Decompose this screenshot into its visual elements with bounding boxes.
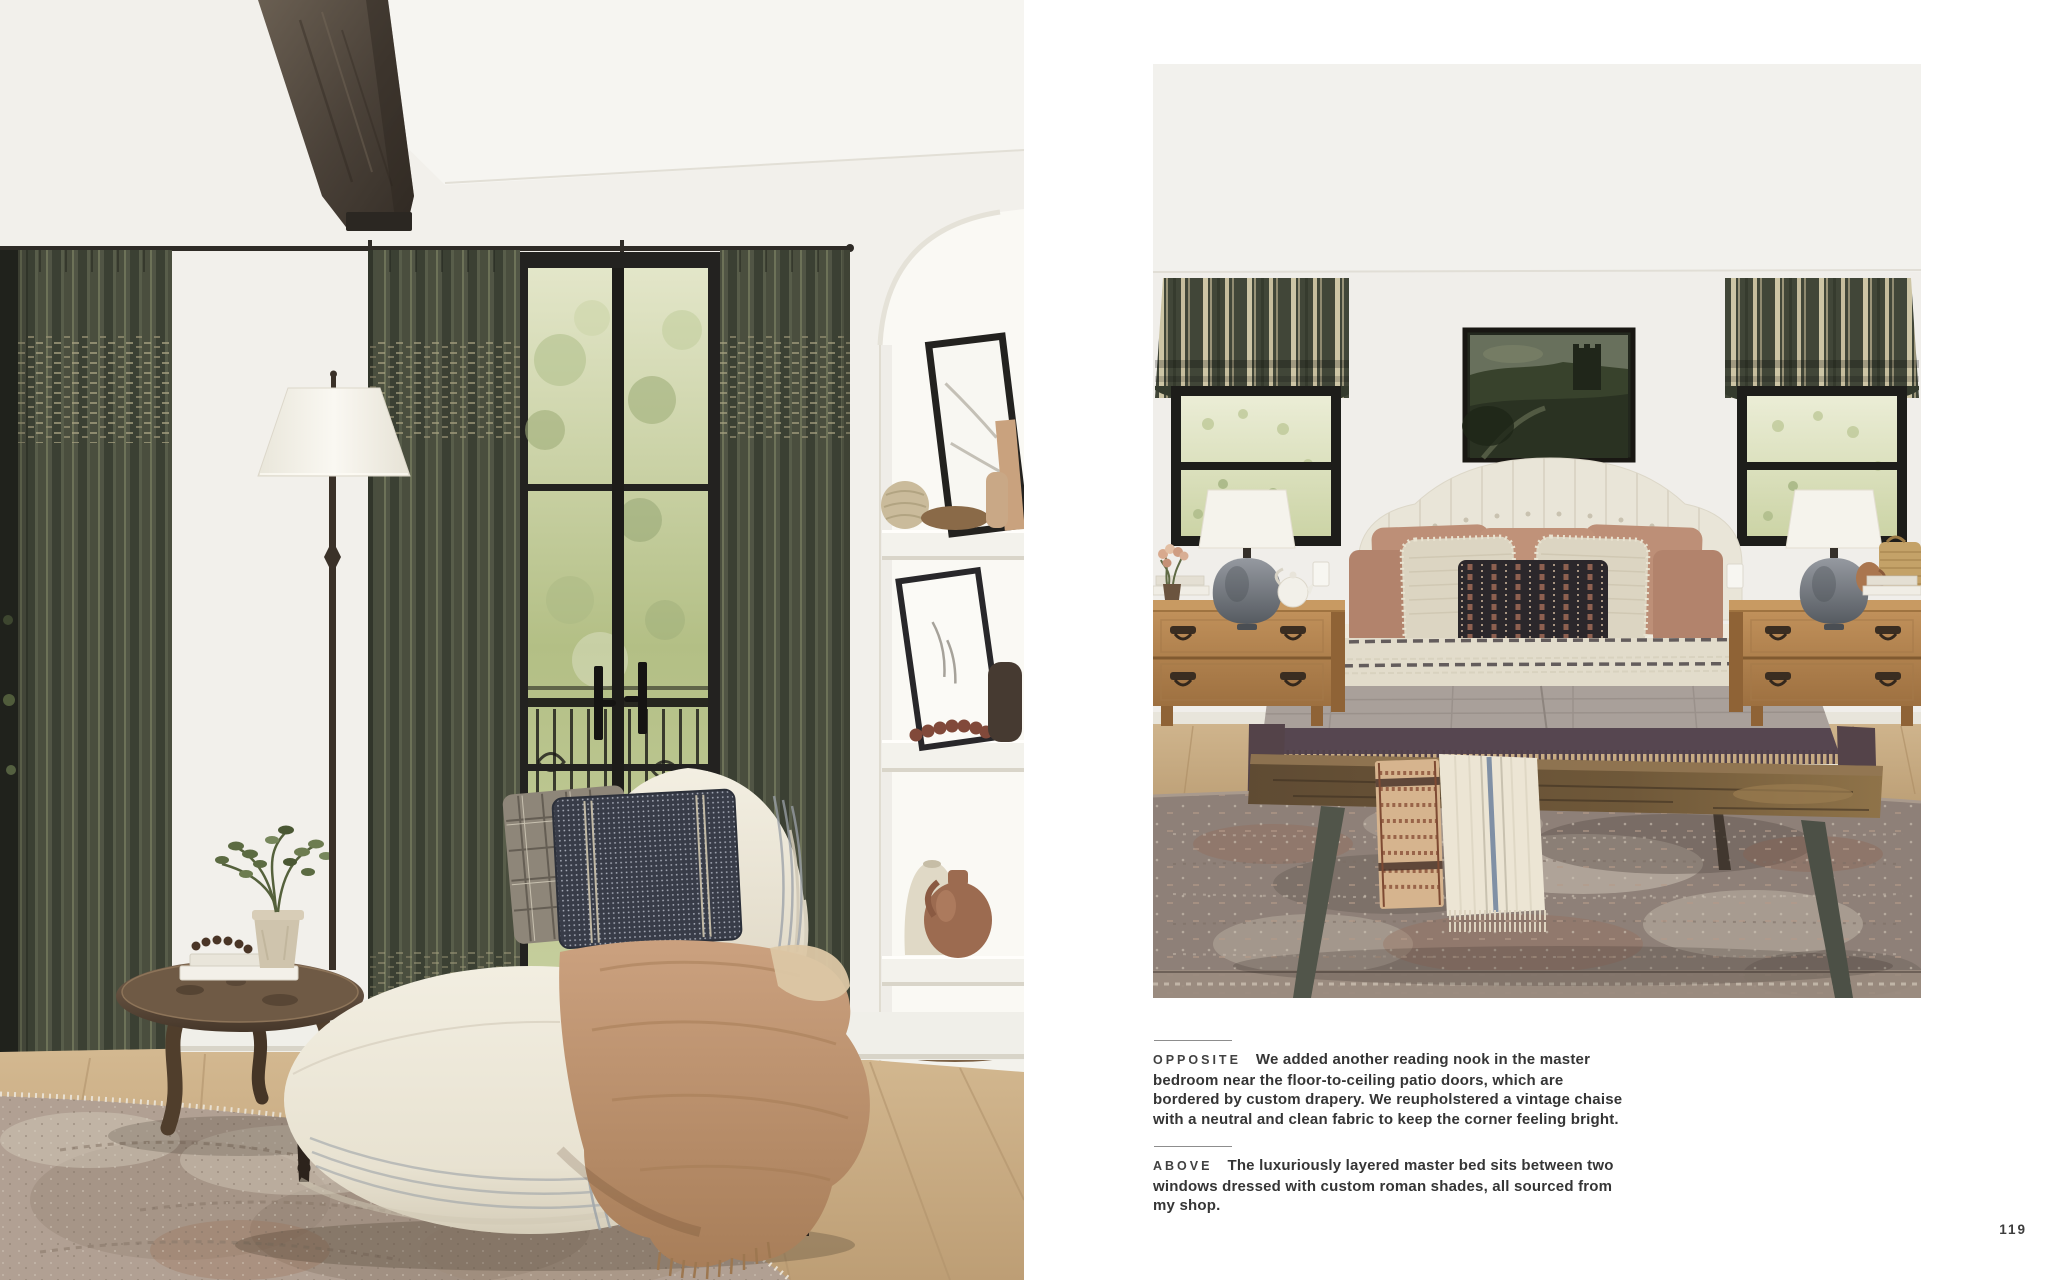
arched-niche: [880, 209, 1024, 1100]
light-switch-right: [1727, 564, 1743, 588]
roman-shade-left: [1155, 278, 1349, 402]
landscape-painting: [1462, 330, 1633, 460]
block-print-textile: [1375, 759, 1444, 909]
master-bedroom-illustration: [1153, 64, 1921, 998]
caption-label-above: ABOVE: [1153, 1159, 1213, 1173]
curtain-panel-center: [368, 250, 520, 1040]
caption-opposite: [1153, 1040, 1631, 1129]
page-number: 119: [1999, 1222, 2027, 1237]
dark-ikat-lumbar-pillow: [1458, 560, 1608, 648]
caption-body-above: The luxuriously layered master bed sits between two windows dressed with custom roman shades, all sourced from my shop.: [1153, 1157, 1614, 1214]
roman-shade-right: [1725, 278, 1919, 402]
caption-rule: [1154, 1146, 1232, 1147]
throw-fringe: [1446, 910, 1546, 932]
caption-body-opposite: We added another reading nook in the master bedroom near the floor-to-ceiling patio doors, which are bordered by custom drapery. We reupholstered a vintage chaise with a neutral and clean fabric to keep the corner feeling bright.: [1153, 1051, 1623, 1128]
dark-dotted-pillow: [552, 789, 742, 948]
caption-block: [1153, 1040, 1631, 1216]
striped-throw: [1439, 754, 1546, 932]
caption-paragraph: [1153, 1156, 1631, 1216]
caption-rule: [1154, 1040, 1232, 1041]
photo-master-bedroom: [1153, 64, 1921, 998]
caption-paragraph: [1153, 1050, 1631, 1129]
light-switch-left: [1313, 562, 1329, 586]
caption-label-opposite: OPPOSITE: [1153, 1053, 1241, 1067]
caption-above: [1153, 1146, 1631, 1216]
page-right: [1024, 0, 2048, 1280]
